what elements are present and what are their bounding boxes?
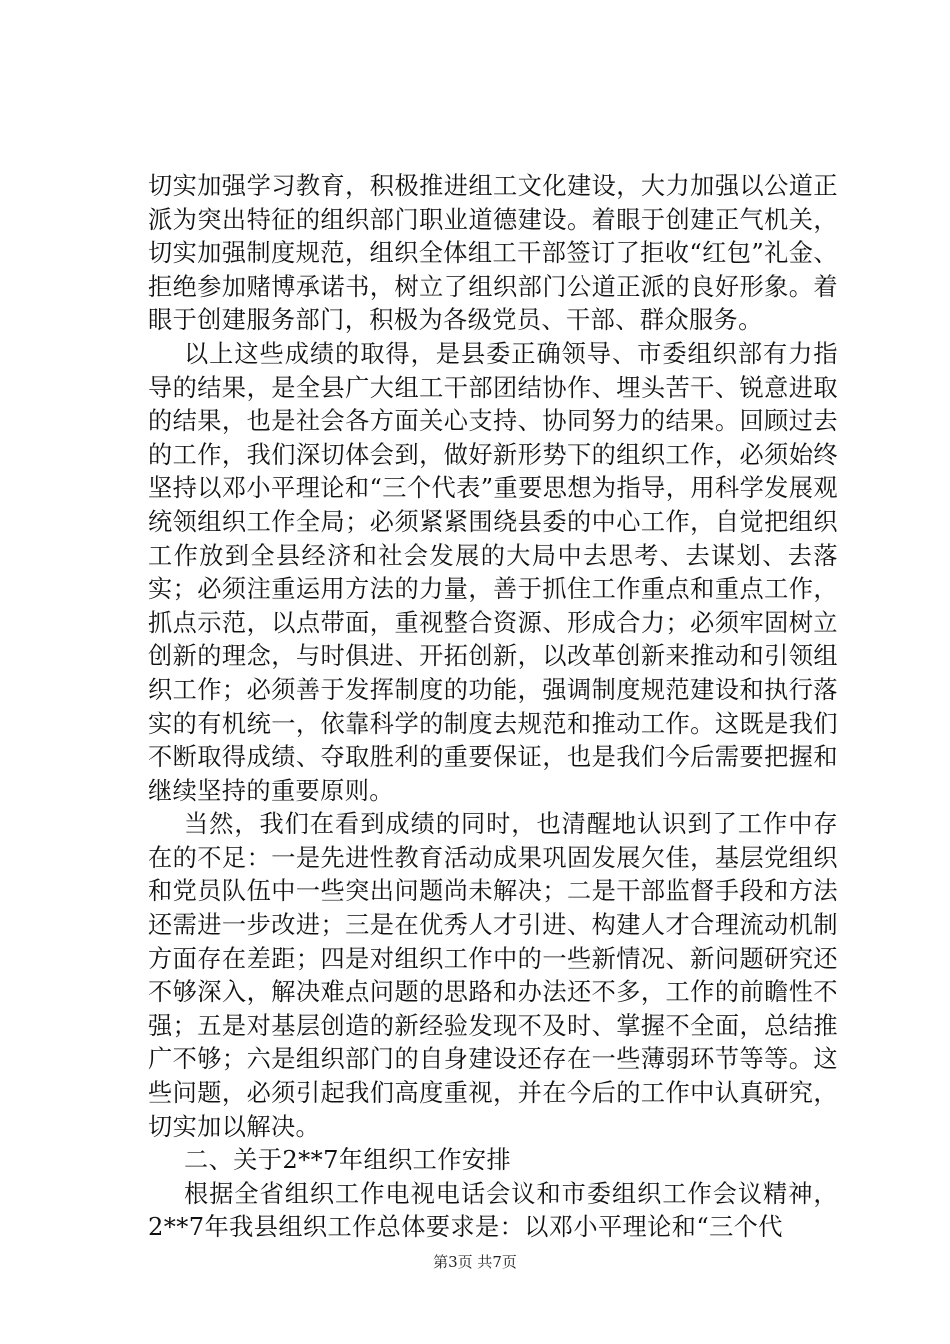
section-heading: 二、关于2**7年组织工作安排 — [184, 1146, 512, 1175]
paragraph-4: 根据全省组织工作电视电话会议和市委组织工作会议精神，2**7年我县组织工作总体要求是：以邓小平理论和“三个代 — [148, 1179, 838, 1242]
paragraph-1: 切实加强学习教育，积极推进组工文化建设，大力加强以公道正派为突出特征的组织部门职业道德建设。着眼于创建正气机关，切实加强制度规范，组织全体组工干部签订了拒收“红包”礼金、拒绝参加赌博承诺书，树立了组织部门公道正派的良好形象。着眼于创建服务部门，积极为各级党员、干部、群众服务。 — [148, 172, 838, 335]
page-number-label: 第3页 共7页 — [433, 1253, 517, 1271]
paragraph-3: 当然，我们在看到成绩的同时，也清醒地认识到了工作中存在的不足：一是先进性教育活动成果巩固发展欠佳，基层党组织和党员队伍中一些突出问题尚未解决；二是干部监督手段和方法还需进一步改进；三是在优秀人才引进、构建人才合理流动机制方面存在差距；四是对组织工作中的一些新情况、新问题研究还不够深入，解决难点问题的思路和办法还不多，工作的前瞻性不强；五是对基层创造的新经验发现不及时、掌握不全面，总结推广不够；六是组织部门的自身建设还存在一些薄弱环节等等。这些问题，必须引起我们高度重视，并在今后的工作中认真研究，切实加以解决。 — [148, 810, 838, 1141]
document-body — [148, 170, 838, 1245]
paragraph-2: 以上这些成绩的取得，是县委正确领导、市委组织部有力指导的结果，是全县广大组工干部团结协作、埋头苦干、锐意进取的结果，也是社会各方面关心支持、协同努力的结果。回顾过去的工作，我们深切体会到，做好新形势下的组织工作，必须始终坚持以邓小平理论和“三个代表”重要思想为指导，用科学发展观统领组织工作全局；必须紧紧围绕县委的中心工作，自觉把组织工作放到全县经济和社会发展的大局中去思考、去谋划、去落实；必须注重运用方法的力量，善于抓住工作重点和重点工作，抓点示范，以点带面，重视整合资源、形成合力；必须牢固树立创新的理念，与时俱进、开拓创新，以改革创新来推动和引领组织工作；必须善于发挥制度的功能，强调制度规范建设和执行落实的有机统一，依靠科学的制度去规范和推动工作。这既是我们不断取得成绩、夺取胜利的重要保证，也是我们今后需要把握和继续坚持的重要原则。 — [148, 339, 838, 805]
page-footer — [0, 1252, 950, 1272]
